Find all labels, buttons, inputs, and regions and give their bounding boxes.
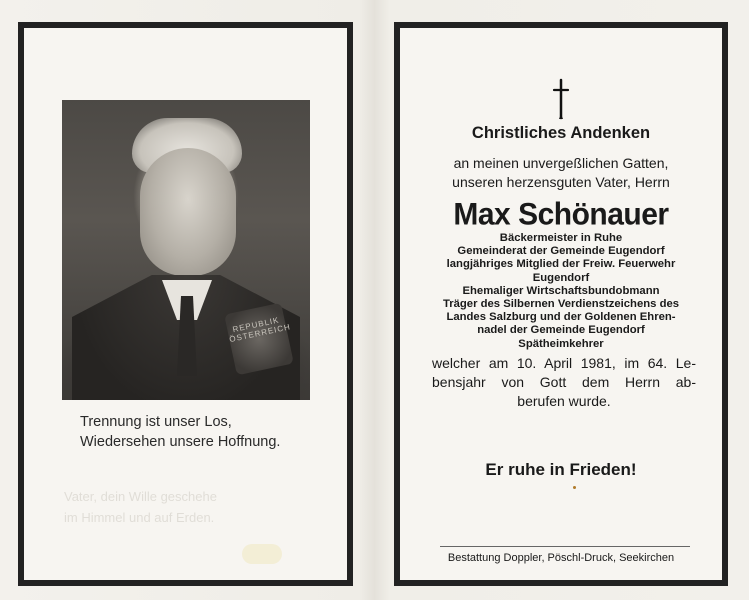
ink-dot xyxy=(573,486,576,489)
show-through-text xyxy=(64,486,344,528)
title-line: Gemeinderat der Gemeinde Eugendorf xyxy=(457,245,665,258)
intro-line: an meinen unvergeßlichen Gatten, xyxy=(453,155,669,171)
stain xyxy=(242,544,282,564)
title-line: Landes Salzburg und der Goldenen Ehren- xyxy=(446,311,676,324)
death-line: berufen wurde. xyxy=(517,393,611,409)
printer-credit: Bestattung Doppler, Pöschl-Druck, Seekirchen xyxy=(447,552,675,564)
closing-text: Er ruhe in Frieden! xyxy=(485,460,637,479)
left-card xyxy=(18,22,353,586)
title-line: Spätheimkehrer xyxy=(518,337,604,350)
title-line: Träger des Silbernen Verdienstzeichens des xyxy=(442,298,680,311)
title-line: Bäckermeister in Ruhe xyxy=(499,232,623,244)
title-line: Ehemaliger Wirtschaftsbundobmann xyxy=(462,284,660,297)
death-notice xyxy=(432,354,696,411)
intro-text xyxy=(400,154,722,192)
portrait-photo xyxy=(62,100,310,400)
intro-line: unseren herzensguten Vater, Herrn xyxy=(452,174,670,190)
caption-line: Wiedersehen unsere Hoffnung. xyxy=(80,434,281,450)
portrait-badge: REPUBLIK ÖSTERREICH xyxy=(224,303,294,376)
divider xyxy=(440,546,690,547)
ghost-line: im Himmel und auf Erden. xyxy=(64,510,215,525)
caption-line: Trennung ist unser Los, xyxy=(80,414,232,430)
photo-caption xyxy=(80,412,340,452)
titles-list xyxy=(400,232,722,351)
deceased-name: Max Schönauer xyxy=(453,197,669,232)
title-line: langjähriges Mitglied der Freiw. Feuerwehr xyxy=(446,258,676,271)
portrait-face xyxy=(140,148,236,276)
cross-icon xyxy=(400,78,722,125)
title-line: Eugendorf xyxy=(532,271,590,284)
right-card xyxy=(394,22,728,586)
card-heading: Christliches Andenken xyxy=(471,124,651,142)
title-line: nadel der Gemeinde Eugendorf xyxy=(477,324,645,337)
death-line: welcher am 10. April 1981, im 64. Le- xyxy=(432,355,696,371)
ghost-line: Vater, dein Wille geschehe xyxy=(64,489,217,504)
death-line: bensjahr von Gott dem Herrn ab- xyxy=(432,374,696,390)
